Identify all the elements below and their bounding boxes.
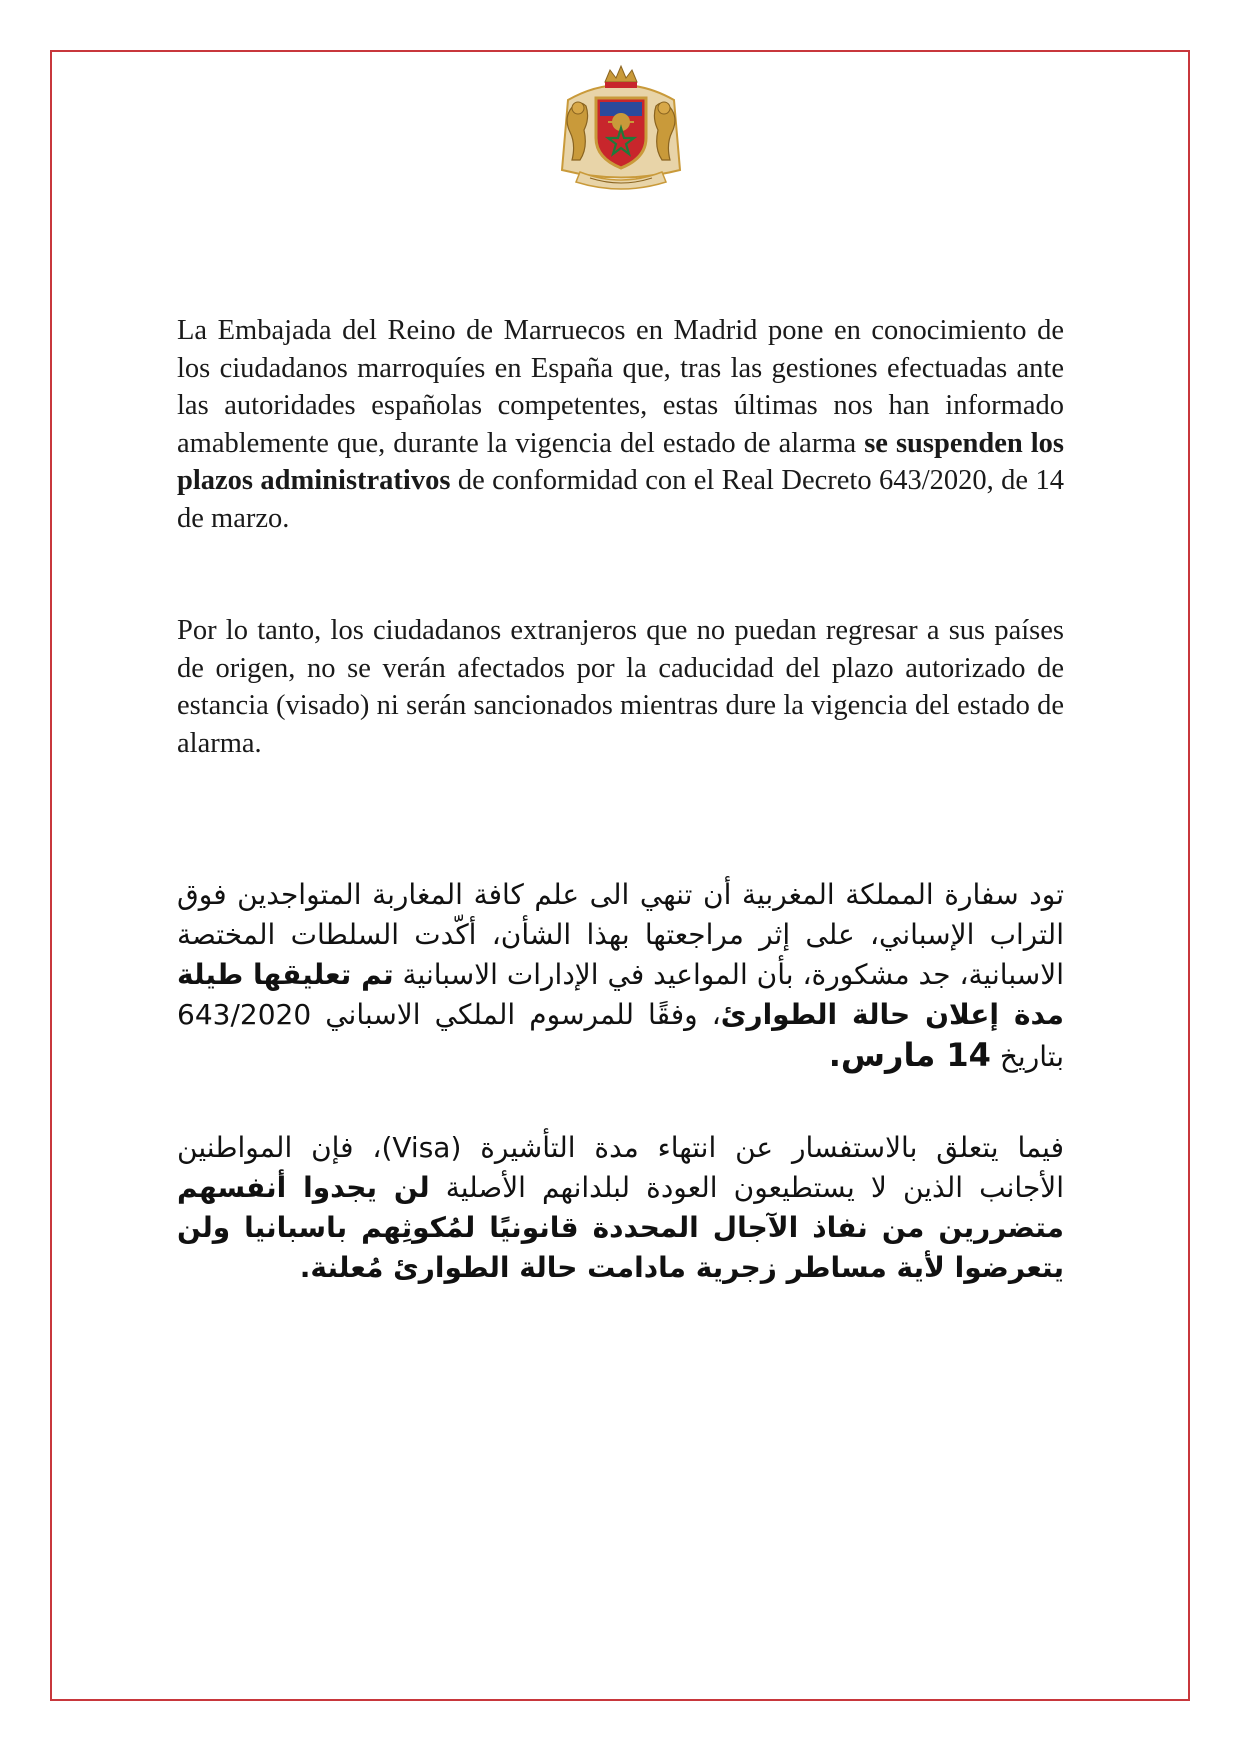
arabic-p1-date: 14 مارس. xyxy=(828,1036,991,1074)
spanish-paragraph-1 xyxy=(177,312,1064,537)
arabic-p1-intro: تود سفارة المملكة المغربية أن تنهي الى علم كافة المغاربة المتواجدين فوق التراب الإسباني، على إثر مراجعتها بهذا الشأن، أكّدت السلطات المختصة الاسبانية، جد مشكورة، بأن المواعيد في الإدارات الاسبانية xyxy=(177,878,1064,991)
arabic-p2-bold: لن يجدوا أنفسهم متضررين من نفاذ الآجال المحددة قانونيًا لمُكوثِهم باسبانيا ولن يتعرضوا لأية مساطر زجرية مادامت حالة الطوارئ مُعلنة. xyxy=(177,1171,1064,1284)
arabic-p1-bold: تم تعليقها طيلة مدة إعلان حالة الطوارئ xyxy=(177,958,1064,1031)
spanish-paragraph-2: Por lo tanto, los ciudadanos extranjeros que no puedan regresar a sus países de origen, no se verán afectados por la caducidad del plazo autorizado de estancia (visado) ni serán sancionados mientras dure la vigencia del estado de alarma. xyxy=(177,615,1064,759)
spanish-p1-bold: se suspenden los plazos administrativos xyxy=(177,427,1065,496)
arabic-p2-intro: فيما يتعلق بالاستفسار عن انتهاء مدة التأشيرة (Visa)، فإن المواطنين الأجانب الذين لا يستطيعون العودة لبلدانهم الأصلية xyxy=(177,1131,1064,1204)
moroccan-coat-of-arms-icon xyxy=(550,60,692,195)
arabic-paragraph-1 xyxy=(177,875,1064,1077)
spanish-p1-intro: La Embajada del Reino de Marruecos en Madrid pone en conocimiento de los ciudadanos marroquíes en España que, tras las gestiones efectuadas ante las autoridades españolas competentes, estas últimas nos han informado amablemente que, durante la vigencia del estado de alarma xyxy=(177,315,1064,459)
spanish-p1-outro: de conformidad con el Real Decreto 643/2020, de 14 de marzo. xyxy=(177,465,1064,534)
arabic-paragraph-2 xyxy=(177,1128,1064,1288)
arabic-p1-outro: ، وفقًا للمرسوم الملكي الاسباني 643/2020 بتاريخ xyxy=(177,998,1064,1073)
